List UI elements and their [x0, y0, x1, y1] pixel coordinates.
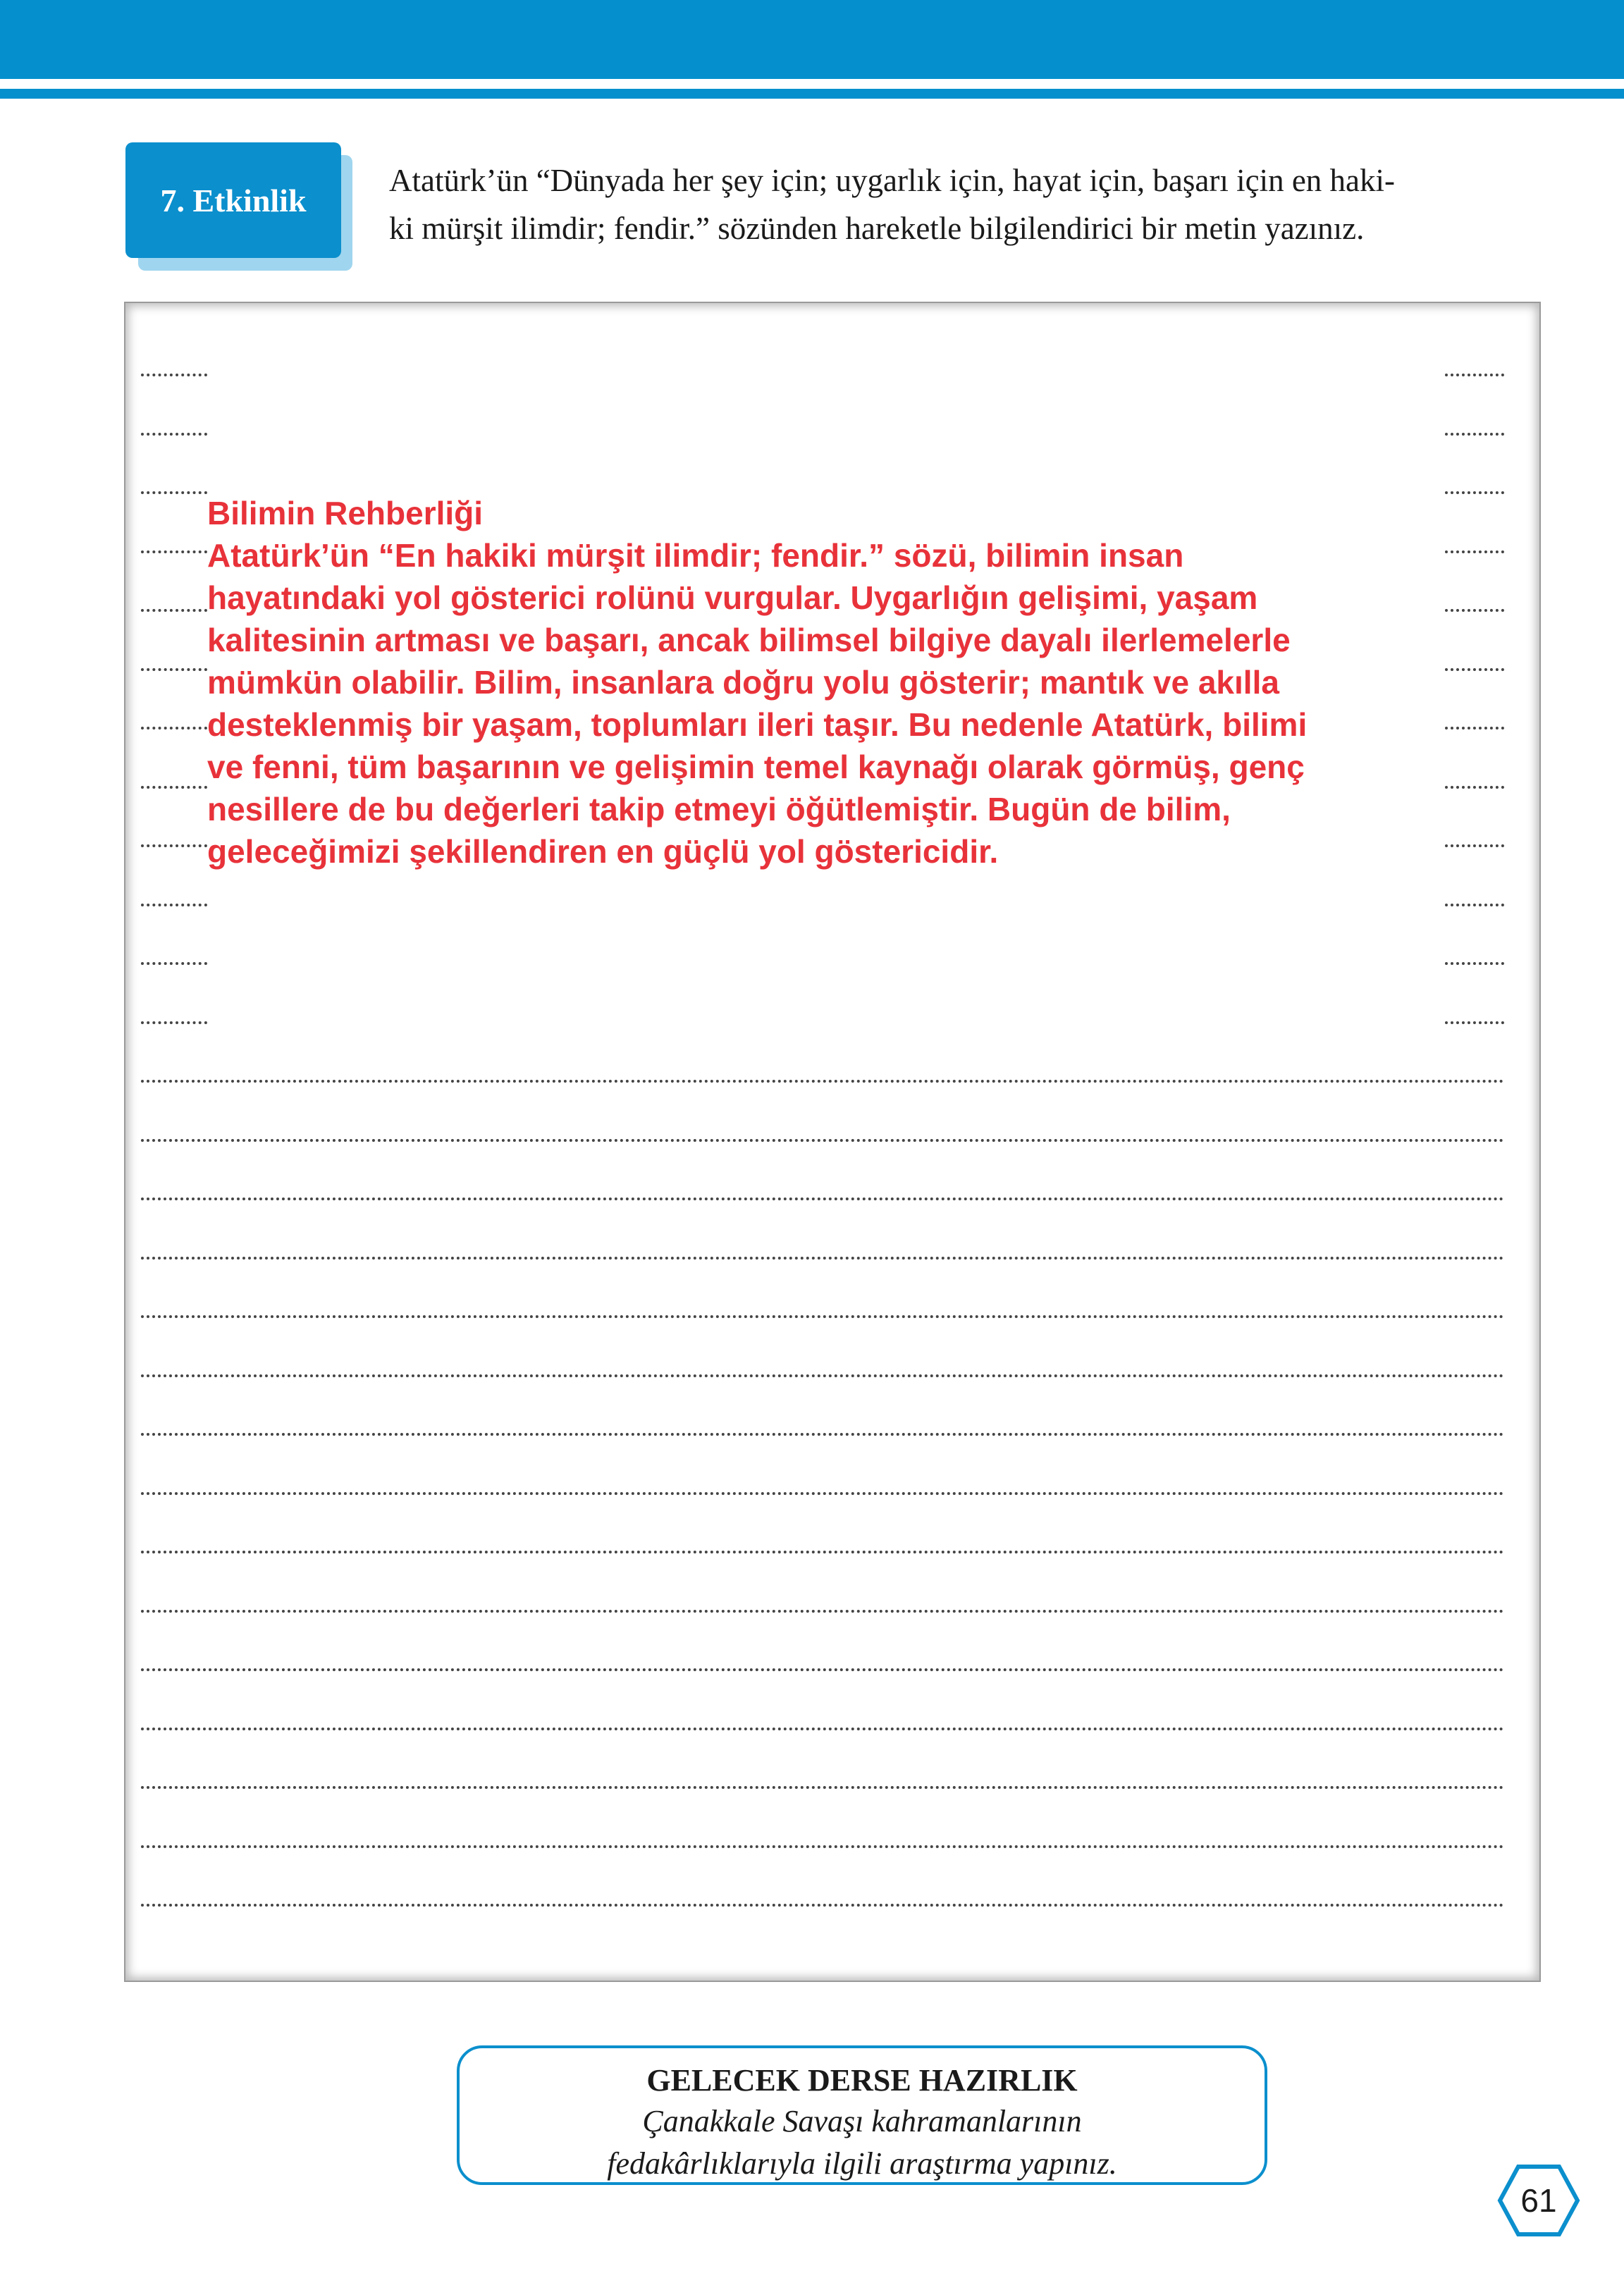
dotted-line-segment [1445, 550, 1504, 553]
answer-line: geleceğimizi şekillendiren en güçlü yol göstericidir. [207, 833, 999, 870]
dotted-line-segment [1445, 609, 1504, 612]
answer-line: Atatürk’ün “En hakiki mürşit ilimdir; fendir.” sözü, bilimin insan [207, 537, 1184, 574]
instruction-line: ki mürşit ilimdir; fendir.” sözünden hareketle bilgilendirici bir metin yazınız. [389, 211, 1365, 246]
dotted-line-segment [1445, 668, 1504, 671]
preparation-box [457, 2045, 1267, 2185]
page-number-badge [1497, 2164, 1580, 2237]
dotted-line-segment [1445, 962, 1504, 965]
dotted-line [141, 1139, 1504, 1142]
preparation-title: GELECEK DERSE HAZIRLIK [646, 2063, 1078, 2098]
dotted-line-segment [1445, 433, 1504, 436]
dotted-line-segment [141, 609, 207, 612]
dotted-line-segment [1445, 1021, 1504, 1024]
dotted-line-segment [141, 844, 207, 847]
dotted-line [141, 1198, 1504, 1200]
dotted-line-segment [141, 374, 207, 376]
header-band [0, 0, 1624, 79]
answer-text [207, 492, 1441, 873]
dotted-line [141, 1728, 1504, 1730]
answer-line: mümkün olabilir. Bilim, insanlara doğru yolu gösterir; mantık ve akılla [207, 664, 1279, 701]
answer-line: nesillere de bu değerleri takip etmeyi öğütlemiştir. Bugün de bilim, [207, 791, 1231, 827]
dotted-line [141, 1786, 1504, 1789]
dotted-line [141, 1433, 1504, 1436]
dotted-line-segment [1445, 844, 1504, 847]
dotted-line-segment [141, 491, 207, 494]
dotted-line [141, 1845, 1504, 1848]
dotted-line [141, 1492, 1504, 1495]
activity-badge: 7. Etkinlik [125, 142, 341, 258]
page-number: 61 [1520, 2182, 1557, 2219]
dotted-line-segment [141, 727, 207, 730]
answer-line: hayatındaki yol gösterici rolünü vurgular. Uygarlığın gelişimi, yaşam [207, 579, 1258, 616]
dotted-line [141, 1257, 1504, 1260]
answer-line: kalitesinin artması ve başarı, ancak bilimsel bilgiye dayalı ilerlemelerle [207, 622, 1291, 658]
answer-line: desteklenmiş bir yaşam, toplumları ileri taşır. Bu nedenle Atatürk, bilimi [207, 706, 1308, 743]
dotted-line [141, 1374, 1504, 1377]
activity-instruction [389, 156, 1524, 252]
dotted-line [141, 1610, 1504, 1613]
dotted-line-segment [1445, 374, 1504, 376]
preparation-line: fedakârlıklarıyla ilgili araştırma yapınız. [607, 2146, 1117, 2181]
header-rule [0, 89, 1624, 99]
answer-line: ve fenni, tüm başarının ve gelişimin temel kaynağı olarak görmüş, genç [207, 749, 1305, 785]
dotted-line-segment [141, 786, 207, 789]
preparation-line: Çanakkale Savaşı kahramanlarının [642, 2104, 1082, 2138]
dotted-line-segment [1445, 491, 1504, 494]
dotted-line-segment [1445, 904, 1504, 906]
dotted-line [141, 1904, 1504, 1907]
dotted-line-segment [141, 962, 207, 965]
dotted-line-segment [1445, 786, 1504, 789]
dotted-line-segment [141, 904, 207, 906]
dotted-line [141, 1315, 1504, 1318]
dotted-line [141, 1551, 1504, 1553]
dotted-line-segment [141, 550, 207, 553]
dotted-line-segment [141, 1021, 207, 1024]
dotted-line [141, 1080, 1504, 1083]
answer-title: Bilimin Rehberliği [207, 495, 484, 531]
dotted-line-segment [141, 668, 207, 671]
instruction-line: Atatürk’ün “Dünyada her şey için; uygarlık için, hayat için, başarı için en haki- [389, 163, 1396, 198]
dotted-line-segment [1445, 727, 1504, 730]
dotted-line [141, 1668, 1504, 1671]
dotted-line-segment [141, 433, 207, 436]
